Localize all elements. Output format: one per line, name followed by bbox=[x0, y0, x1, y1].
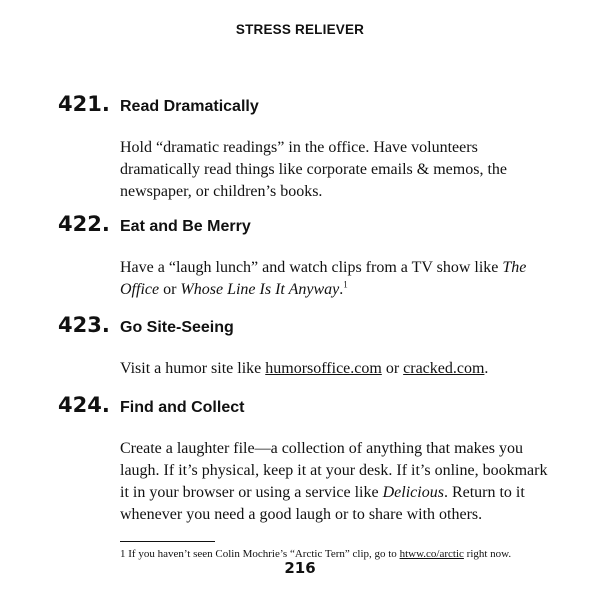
tip-title: Find and Collect bbox=[120, 399, 245, 416]
show-title: Whose Line Is It Anyway bbox=[180, 281, 340, 298]
tip-heading bbox=[58, 212, 548, 236]
tip-title: Read Dramatically bbox=[120, 98, 259, 115]
tip-422 bbox=[58, 212, 548, 301]
tip-body bbox=[120, 358, 548, 380]
footnote-text: If you haven’t seen Colin Mochrie’s “Arctic Tern” clip, go to bbox=[125, 548, 400, 560]
footnote-number: 1 bbox=[120, 548, 126, 560]
tip-body: Hold “dramatic readings” in the office. Have volunteers dramatically read things like corporate emails & memos, the newspaper, or children’s books. bbox=[120, 139, 507, 200]
tip-number: 424. bbox=[58, 393, 110, 417]
tip-421 bbox=[58, 92, 548, 203]
tip-heading bbox=[58, 393, 548, 417]
body-text: . bbox=[484, 360, 489, 377]
tip-424 bbox=[58, 393, 548, 526]
show-title: The Office bbox=[120, 259, 527, 298]
tip-body bbox=[120, 438, 548, 526]
service-name: Delicious bbox=[382, 484, 444, 501]
arctic-clip-link[interactable]: htww.co/arctic bbox=[399, 548, 464, 560]
tip-heading bbox=[58, 313, 548, 337]
tip-number: 421. bbox=[58, 92, 110, 116]
body-text: or bbox=[159, 281, 181, 298]
body-text: Visit a humor site like bbox=[120, 360, 266, 377]
humorsoffice-link[interactable]: humorsoffice.com bbox=[265, 360, 382, 377]
tip-title: Eat and Be Merry bbox=[120, 218, 251, 235]
page-number: 216 bbox=[284, 559, 316, 577]
tip-heading bbox=[58, 92, 548, 116]
cracked-link[interactable]: cracked.com bbox=[403, 360, 485, 377]
body-text: Create a laughter file—a collection of anything that makes you laugh. If it’s physical, keep it at your desk. If it’s online, bookmark it in your browser or using a service like bbox=[120, 440, 548, 501]
tip-423 bbox=[58, 313, 548, 380]
tip-body bbox=[120, 257, 548, 301]
body-text: . Return to it whenever you need a good laugh or to share with others. bbox=[120, 484, 525, 523]
footnote-text: right now. bbox=[463, 548, 512, 560]
tip-number: 423. bbox=[58, 313, 110, 337]
footnote-ref[interactable]: 1 bbox=[343, 279, 348, 290]
tip-number: 422. bbox=[58, 212, 110, 236]
tip-title: Go Site-Seeing bbox=[120, 319, 234, 336]
running-header: STRESS RELIEVER bbox=[235, 22, 365, 37]
body-text: . bbox=[339, 281, 344, 298]
body-text: Have a “laugh lunch” and watch clips from a TV show like bbox=[120, 259, 503, 276]
footnote-divider bbox=[120, 541, 215, 542]
body-text: or bbox=[381, 360, 404, 377]
